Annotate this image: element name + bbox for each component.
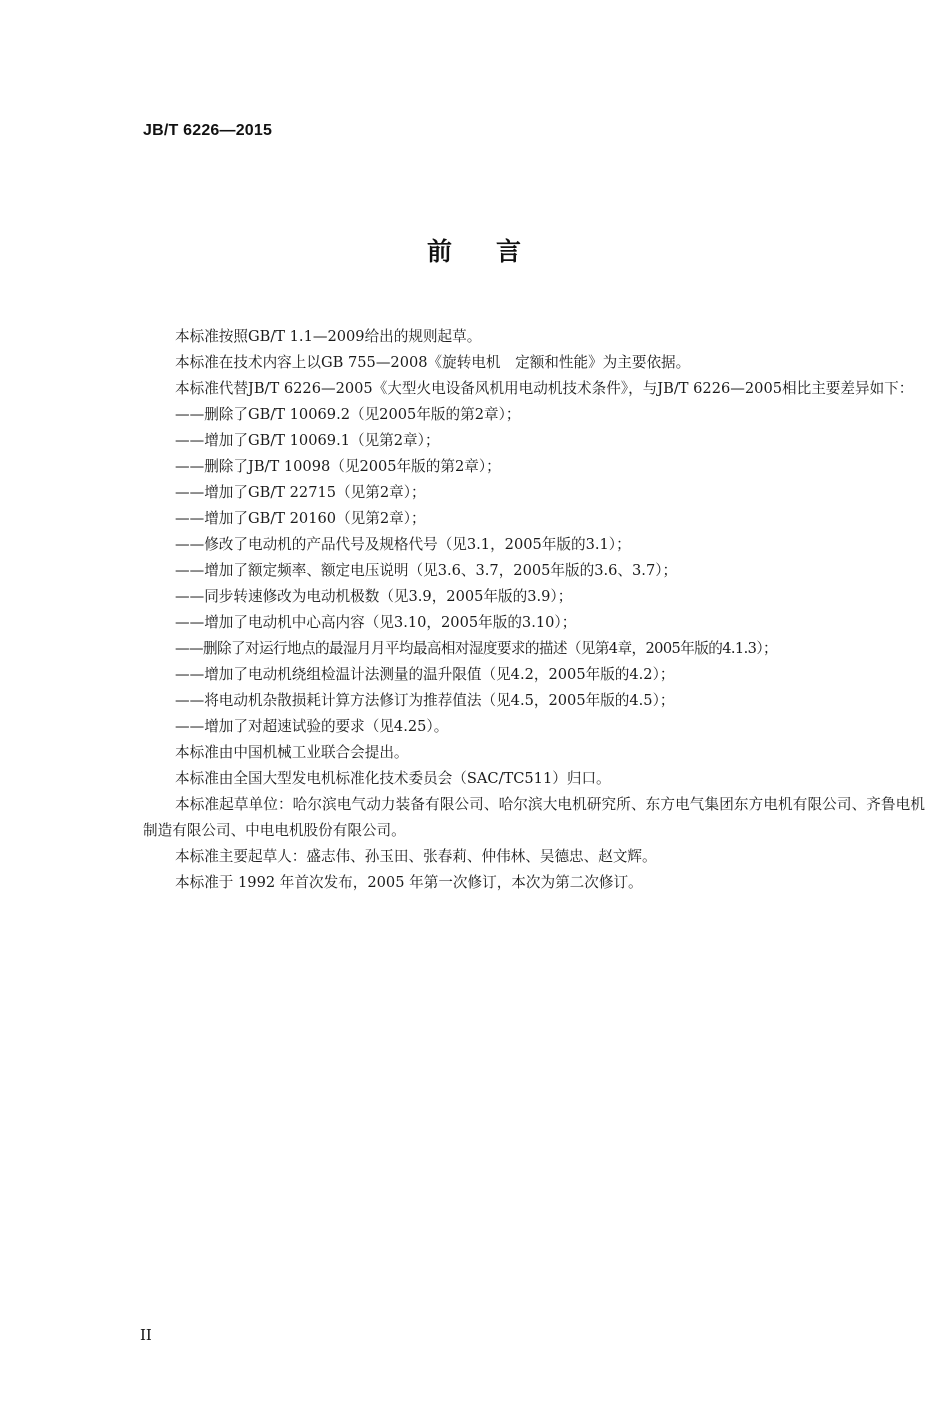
paragraph-drafting-units: 本标准起草单位：哈尔滨电气动力装备有限公司、哈尔滨大电机研究所、东方电气集团东方电机有限公司、齐鲁电机制造有限公司、中电电机股份有限公司。 [143, 796, 925, 839]
list-item: ——增加了电动机中心高内容（见3.10，2005年版的3.10）； [175, 614, 577, 631]
list-item: ——删除了对运行地点的最湿月月平均最高相对湿度要求的描述（见第4章，2005年版的4.1.3）； [175, 640, 778, 657]
page-number: II [140, 1326, 152, 1344]
list-item: ——增加了电动机绕组检温计法测量的温升限值（见4.2，2005年版的4.2）； [175, 666, 675, 683]
list-item: ——增加了GB/T 22715（见第2章）； [175, 484, 426, 501]
list-item: ——增加了GB/T 20160（见第2章）； [175, 510, 426, 527]
title-part-2: 言 [496, 237, 524, 266]
paragraph-committee: 本标准由全国大型发电机标准化技术委员会（SAC/TC511）归口。 [175, 770, 611, 787]
list-item: ——增加了额定频率、额定电压说明（见3.6、3.7，2005年版的3.6、3.7）； [175, 562, 678, 579]
list-item: ——同步转速修改为电动机极数（见3.9，2005年版的3.9）； [175, 588, 573, 605]
standard-code: JB/T 6226—2015 [143, 122, 273, 139]
paragraph-technical-basis: 本标准在技术内容上以GB 755—2008《旋转电机 定额和性能》为主要依据。 [175, 354, 691, 371]
paragraph-drafting-rules: 本标准按照GB/T 1.1—2009给出的规则起草。 [175, 328, 482, 345]
list-item: ——删除了GB/T 10069.2（见2005年版的第2章）； [175, 406, 521, 423]
title-part-1: 前 [426, 237, 454, 266]
paragraph-replacement: 本标准代替JB/T 6226—2005《大型火电设备风机用电动机技术条件》，与JB/T 6226—2005相比主要差异如下： [175, 380, 914, 397]
list-item: ——修改了电动机的产品代号及规格代号（见3.1，2005年版的3.1）； [175, 536, 631, 553]
paragraph-drafters: 本标准主要起草人：盛志伟、孙玉田、张春莉、仲伟林、吴德忠、赵文辉。 [175, 848, 657, 865]
changes-list [143, 402, 925, 740]
list-item: ——删除了JB/T 10098（见2005年版的第2章）； [175, 458, 501, 475]
list-item: ——增加了对超速试验的要求（见4.25）。 [175, 718, 449, 735]
paragraph-history: 本标准于 1992 年首次发布，2005 年第一次修订，本次为第二次修订。 [175, 874, 643, 891]
list-item: ——将电动机杂散损耗计算方法修订为推荐值法（见4.5，2005年版的4.5）； [175, 692, 675, 709]
paragraph-proposer: 本标准由中国机械工业联合会提出。 [175, 744, 409, 761]
page-title [0, 232, 950, 268]
foreword-body [143, 324, 925, 896]
list-item: ——增加了GB/T 10069.1（见第2章）； [175, 432, 440, 449]
